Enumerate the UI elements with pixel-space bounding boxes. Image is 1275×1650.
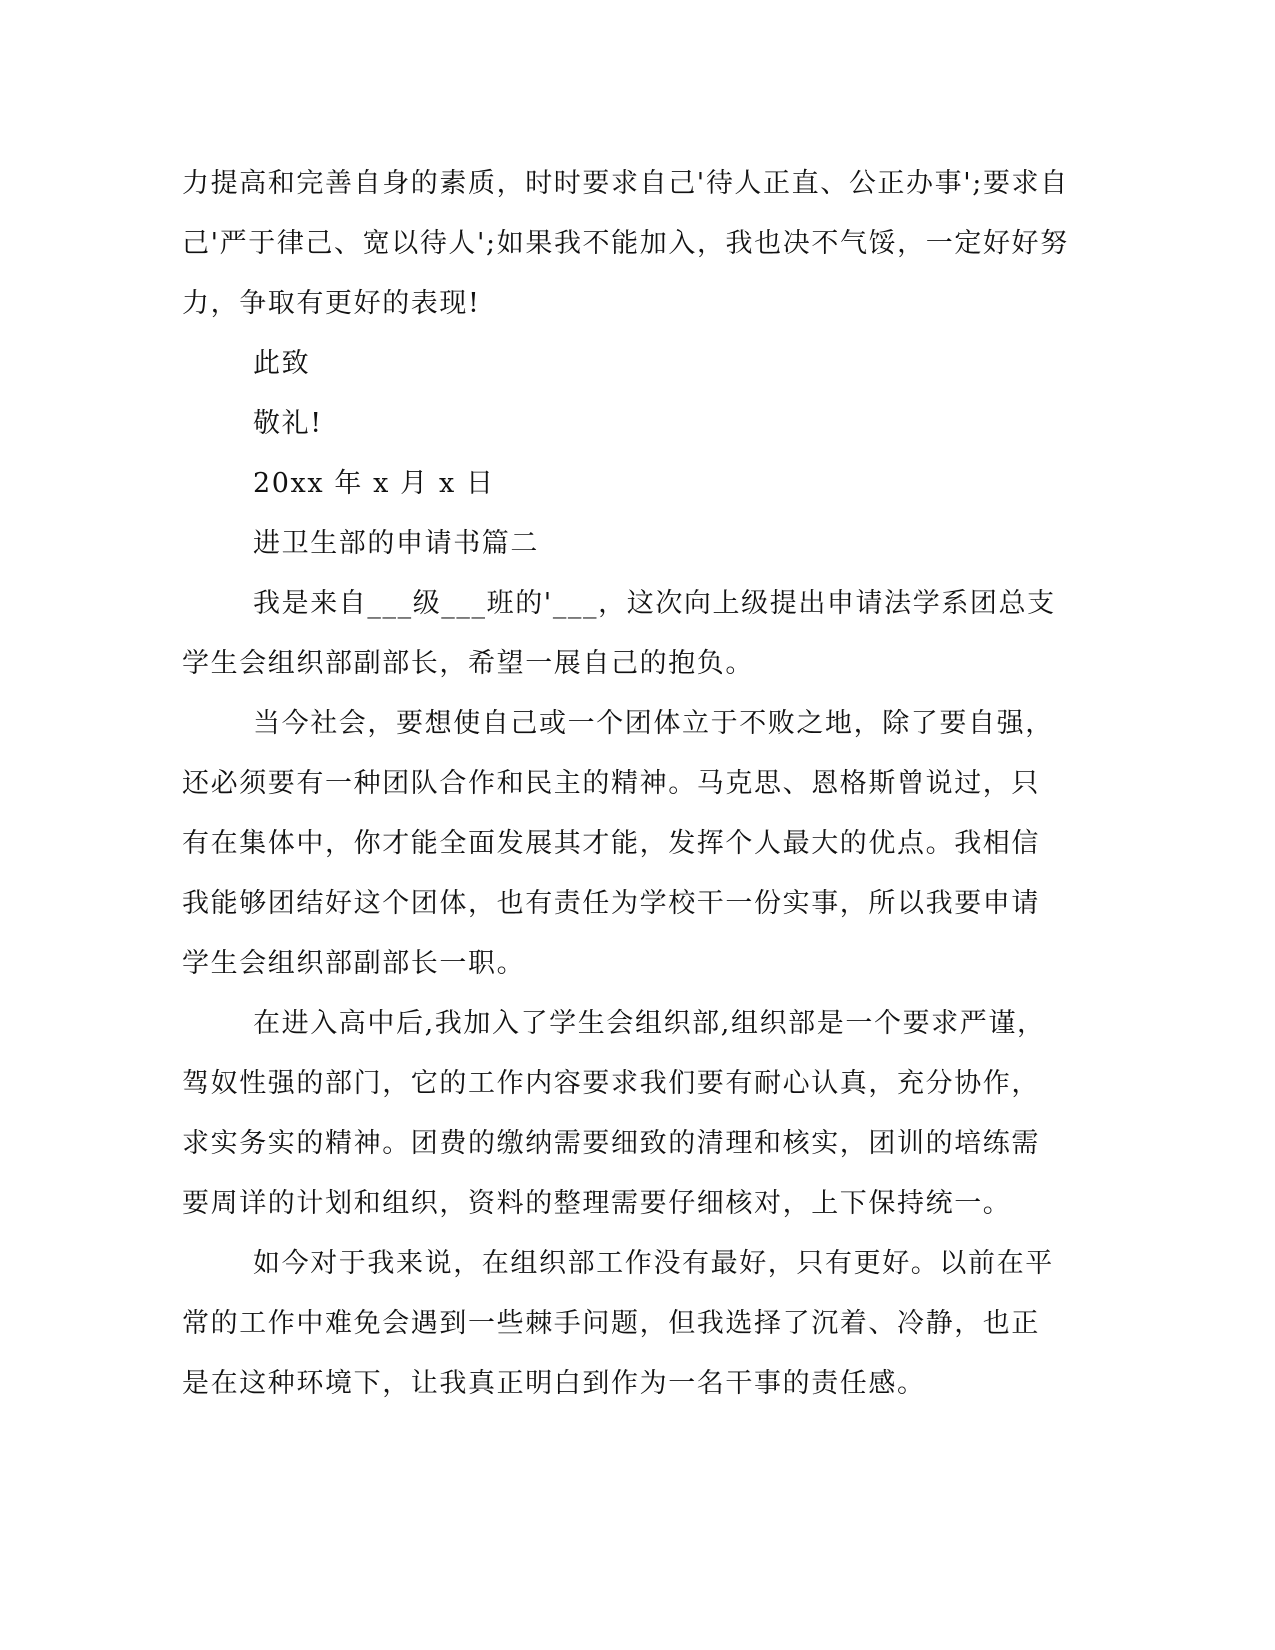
text-line: 力，争取有更好的表现! — [182, 288, 481, 319]
text-line: 常的工作中难免会遇到一些棘手问题，但我选择了沉着、冷静，也正 — [182, 1308, 1040, 1339]
closing-regards: 敬礼! — [253, 408, 323, 439]
text-line: 还必须要有一种团队合作和民主的精神。马克思、恩格斯曾说过，只 — [182, 768, 1040, 799]
text-line: 我能够团结好这个团体，也有责任为学校干一份实事，所以我要申请 — [182, 888, 1040, 919]
text-line: 要周详的计划和组织，资料的整理需要仔细核对，上下保持统一。 — [182, 1188, 1012, 1219]
text-line: 力提高和完善自身的素质，时时要求自己'待人正直、公正办事';要求自 — [182, 168, 1069, 199]
section-heading: 进卫生部的申请书篇二 — [253, 528, 539, 559]
document-body — [182, 154, 1069, 1414]
text-line: 学生会组织部副部长一职。 — [182, 948, 526, 979]
text-line: 驾奴性强的部门，它的工作内容要求我们要有耐心认真，充分协作， — [182, 1068, 1040, 1099]
text-line: 己'严于律己、宽以待人';如果我不能加入，我也决不气馁，一定好好努 — [182, 228, 1069, 259]
text-line: 是在这种环境下，让我真正明白到作为一名干事的责任感。 — [182, 1368, 926, 1399]
text-line: 有在集体中，你才能全面发展其才能，发挥个人最大的优点。我相信 — [182, 828, 1040, 859]
text-line: 我是来自___级___班的'___，这次向上级提出申请法学系团总支 — [253, 588, 1056, 619]
text-line: 如今对于我来说，在组织部工作没有最好，只有更好。以前在平 — [253, 1248, 1054, 1279]
text-line: 学生会组织部副部长，希望一展自己的抱负。 — [182, 648, 754, 679]
text-line: 求实务实的精神。团费的缴纳需要细致的清理和核实，团训的培练需 — [182, 1128, 1040, 1159]
text-line: 在进入高中后,我加入了学生会组织部,组织部是一个要求严谨， — [253, 1008, 1046, 1039]
letter-date: 20xx 年 x 月 x 日 — [253, 468, 495, 499]
closing-salutation: 此致 — [253, 348, 311, 379]
text-line: 当今社会，要想使自己或一个团体立于不败之地，除了要自强， — [253, 708, 1054, 739]
